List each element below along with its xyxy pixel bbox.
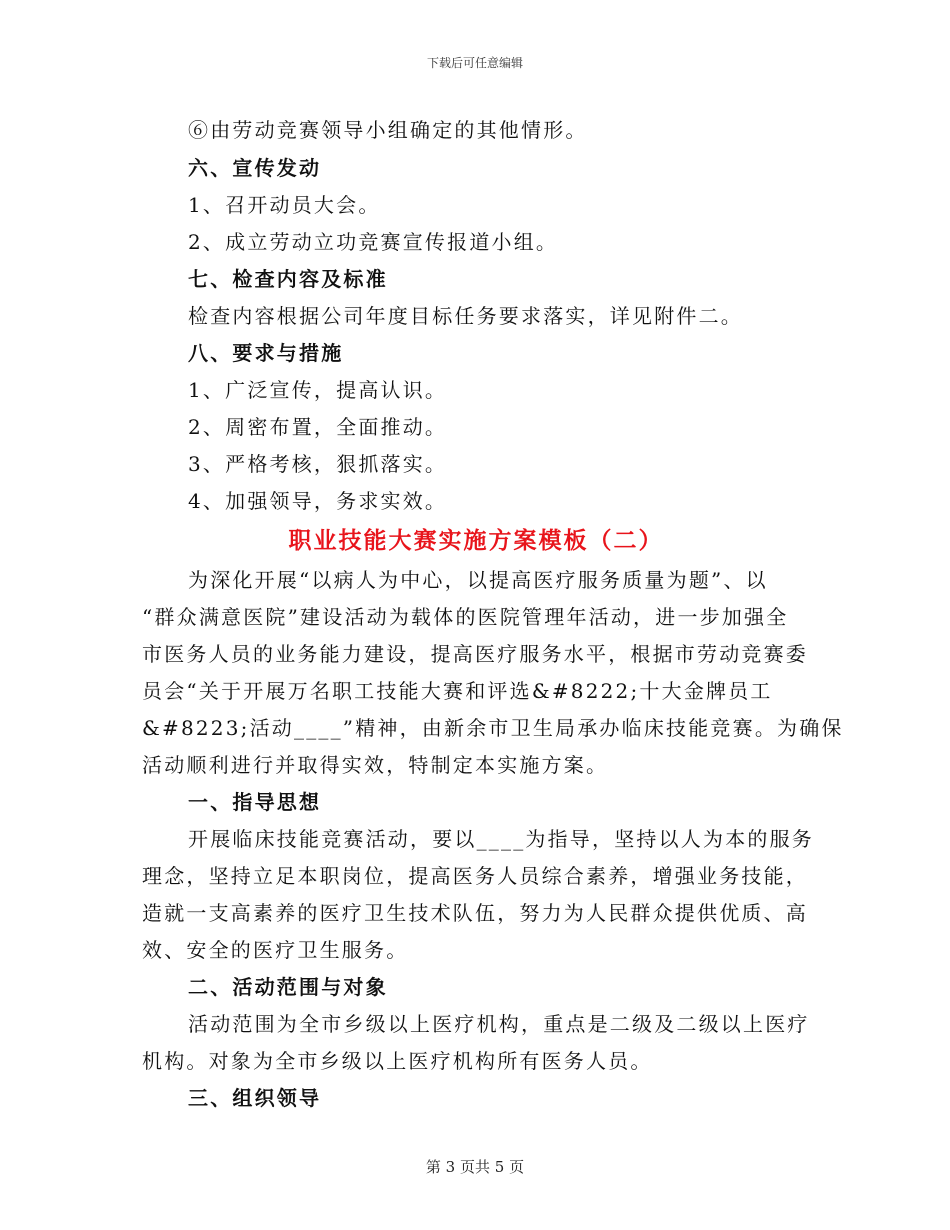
paragraph-line: 机构。对象为全市乡级以上医疗机构所有医务人员。 [142,1049,653,1073]
section-heading-guiding-thought: 一、指导思想 [188,790,322,814]
list-item-other-cases: ⑥由劳动竞赛领导小组确定的其他情形。 [188,118,588,142]
intro-line: 活动顺利进行并取得实效，特制定本实施方案。 [142,753,609,777]
intro-line: “群众满意医院”建设活动为载体的医院管理年活动，进一步加强全 [142,605,789,629]
paragraph-line: 效、安全的医疗卫生服务。 [142,938,409,962]
paragraph-line: 检查内容根据公司年度目标任务要求落实，详见附件二。 [188,304,743,328]
section-heading-publicity: 六、宣传发动 [188,156,322,180]
section-heading-requirements: 八、要求与措施 [188,341,344,365]
list-item: 3、严格考核，狠抓落实。 [188,452,448,476]
list-item: 4、加强领导，务求实效。 [188,489,448,513]
intro-line: &#8223;活动____”精神，由新余市卫生局承办临床技能竞赛。为确保 [142,716,844,740]
page-header-note: 下载后可任意编辑 [426,56,523,70]
list-item: 1、广泛宣传，提高认识。 [188,378,448,402]
paragraph-line: 理念，坚持立足本职岗位，提高医务人员综合素养，增强业务技能， [142,864,808,888]
section-heading-scope: 二、活动范围与对象 [188,975,388,999]
intro-line: 员会“关于开展万名职工技能大赛和评选&#8222;十大金牌员工 [142,679,773,703]
section-heading-organization: 三、组织领导 [188,1086,322,1110]
section-heading-inspection: 七、检查内容及标准 [188,267,388,291]
page-footer-number: 第 3 页共 5 页 [425,1158,525,1176]
list-item: 2、成立劳动立功竞赛宣传报道小组。 [188,230,559,254]
intro-line: 市医务人员的业务能力建设，提高医疗服务水平，根据市劳动竞赛委 [142,642,808,666]
list-item: 1、召开动员大会。 [188,193,381,217]
paragraph-line: 活动范围为全市乡级以上医疗机构，重点是二级及二级以上医疗 [188,1012,810,1036]
paragraph-line: 开展临床技能竞赛活动，要以____为指导，坚持以人为本的服务 [188,827,814,851]
document-title: 职业技能大赛实施方案模板（二） [288,527,664,554]
intro-line: 为深化开展“以病人为中心，以提高医疗服务质量为题”、以 [188,568,768,592]
paragraph-line: 造就一支高素养的医疗卫生技术队伍，努力为人民群众提供优质、高 [142,901,808,925]
list-item: 2、周密布置，全面推动。 [188,415,448,439]
